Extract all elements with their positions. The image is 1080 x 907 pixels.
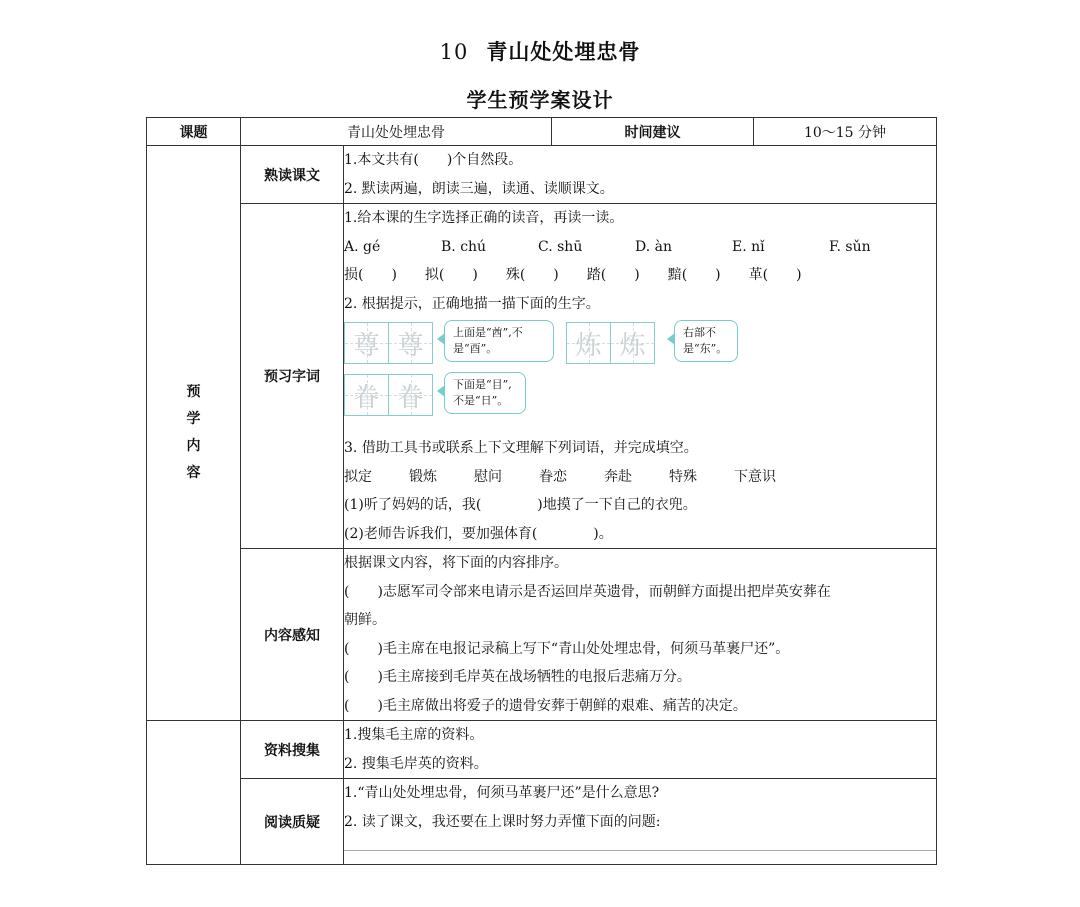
spacer-cell xyxy=(147,779,241,865)
pinyin-option: E. nǐ xyxy=(732,238,765,255)
questions-label: 阅读质疑 xyxy=(241,779,344,865)
hint-bubble: 下面是“目”,不是“日”。 xyxy=(444,372,526,414)
tracing-grid xyxy=(344,322,433,364)
tracing-box: 炼 xyxy=(567,323,611,363)
lesson-number: 10 xyxy=(439,40,469,64)
tracing-grid xyxy=(344,374,433,416)
text-line: 2. 读了课文，我还要在上课时努力弄懂下面的问题: xyxy=(344,813,661,830)
row-materials xyxy=(147,721,937,779)
word: 下意识 xyxy=(734,468,776,485)
pinyin-option: F. sǔn xyxy=(829,238,871,255)
page-subtitle: 学生预学案设计 xyxy=(466,88,614,112)
pinyin-option: B. chú xyxy=(441,238,487,255)
order-item: ( )毛主席做出将爱子的遗骨安葬于朝鲜的艰难、痛苦的决定。 xyxy=(344,697,747,714)
tracing-box: 炼 xyxy=(611,323,654,363)
row-content xyxy=(147,549,937,721)
section-char: 容 xyxy=(186,465,201,481)
vocab-q1: 1.给本课的生字选择正确的读音，再读一读。 xyxy=(344,210,624,226)
text-line: 2. 搜集毛岸英的资料。 xyxy=(344,755,488,772)
text-line: 2. 默读两遍，朗读三遍，读通、读顺课文。 xyxy=(344,180,614,197)
vocab-q3: 3. 借助工具书或联系上下文理解下列词语，并完成填空。 xyxy=(344,440,698,456)
pinyin-option: D. àn xyxy=(635,238,672,255)
tracing-box: 尊 xyxy=(389,323,432,363)
word-list xyxy=(344,463,936,492)
topic-value: 青山处处埋忠骨 xyxy=(241,118,552,146)
section-char: 预 xyxy=(186,384,201,400)
order-item: ( )毛主席在电报记录稿上写下“青山处处埋忠骨，何须马革裹尸还”。 xyxy=(344,640,790,657)
char-blanks: 损( ) 拟( ) 殊( ) 踏( ) 黯( ) 革( ) xyxy=(344,267,802,283)
vocab-content xyxy=(344,204,937,549)
read-text-content xyxy=(344,146,937,204)
time-label: 时间建议 xyxy=(552,118,754,146)
order-item-cont: 朝鲜。 xyxy=(344,612,386,628)
content-content xyxy=(344,549,937,721)
materials-content xyxy=(344,721,937,779)
word: 拟定 xyxy=(344,468,372,485)
fill-blank-2: (2)老师告诉我们，要加强体育( )。 xyxy=(344,525,613,542)
row-questions xyxy=(147,779,937,865)
word: 特殊 xyxy=(669,468,697,485)
read-text-label: 熟读课文 xyxy=(241,146,344,204)
hint-bubble: 右部不是“东”。 xyxy=(674,320,738,362)
pinyin-option: A. gé xyxy=(344,238,381,255)
page-title xyxy=(0,36,1080,66)
text-line: 1.“青山处处埋忠骨，何须马革裹尸还”是什么意思? xyxy=(344,785,660,801)
fill-blank-1: (1)听了妈妈的话，我( )地摸了一下自己的衣兜。 xyxy=(344,497,697,513)
order-item: ( )志愿军司令部来电请示是否运回岸英遗骨，而朝鲜方面提出把岸英安葬在 xyxy=(344,583,831,600)
pinyin-options xyxy=(344,233,936,262)
row-vocab xyxy=(147,204,937,549)
text-line: 1.搜集毛主席的资料。 xyxy=(344,727,484,743)
content-intro: 根据课文内容，将下面的内容排序。 xyxy=(344,555,568,571)
vocab-label: 预习字词 xyxy=(241,204,344,549)
lesson-title: 青山处处埋忠骨 xyxy=(486,40,641,64)
pinyin-option: C. shū xyxy=(538,238,583,255)
info-row xyxy=(147,118,937,146)
tracing-area xyxy=(344,318,936,434)
row-read-text xyxy=(147,146,937,204)
time-value: 10～15 分钟 xyxy=(754,118,937,146)
tracing-box: 眷 xyxy=(345,375,389,415)
order-item: ( )毛主席接到毛岸英在战场牺牲的电报后悲痛万分。 xyxy=(344,669,691,685)
tracing-box: 尊 xyxy=(345,323,389,363)
word: 慰问 xyxy=(474,468,502,485)
materials-label: 资料搜集 xyxy=(241,721,344,779)
worksheet-table xyxy=(146,117,937,865)
section-label xyxy=(147,146,241,721)
topic-label: 课题 xyxy=(147,118,241,146)
questions-content xyxy=(344,779,937,865)
vocab-q2: 2. 根据提示，正确地描一描下面的生字。 xyxy=(344,295,600,312)
answer-line[interactable] xyxy=(344,850,936,851)
section-char: 学 xyxy=(186,411,201,427)
word: 眷恋 xyxy=(539,468,567,485)
text-line: 1.本文共有( )个自然段。 xyxy=(344,152,523,168)
content-label: 内容感知 xyxy=(241,549,344,721)
word: 奔赴 xyxy=(604,468,632,485)
tracing-grid xyxy=(566,322,655,364)
tracing-box: 眷 xyxy=(389,375,432,415)
section-char: 内 xyxy=(186,438,201,454)
word: 锻炼 xyxy=(409,468,437,485)
spacer-cell xyxy=(147,721,241,779)
hint-bubble: 上面是“酋”,不是“酉”。 xyxy=(444,320,554,362)
